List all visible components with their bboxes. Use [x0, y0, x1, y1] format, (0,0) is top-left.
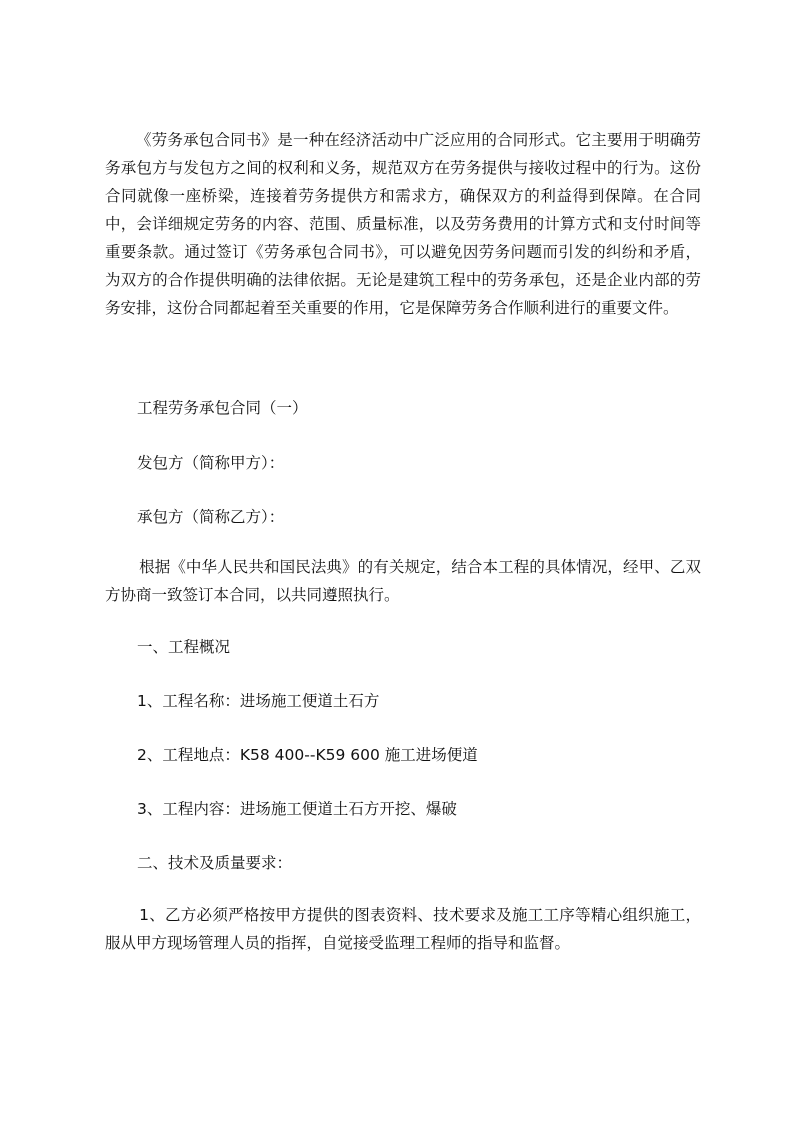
- section-1-item-1: 1、工程名称：进场施工便道土石方: [137, 692, 380, 710]
- intro-paragraph: 《劳务承包合同书》是一种在经济活动中广泛应用的合同形式。它主要用于明确劳务承包方与发包方之间的权利和义务，规范双方在劳务提供与接收过程中的行为。这份合同就像一座桥梁，连接着劳务提供方和需求方，确保双方的利益得到保障。在合同中，会详细规定劳务的内容、范围、质量标准，以及劳务费用的计算方式和支付时间等重要条款。通过签订《劳务承包合同书》，可以避免因劳务问题而引发的纠纷和矛盾，为双方的合作提供明确的法律依据。无论是建筑工程中的劳务承包，还是企业内部的劳务安排，这份合同都起着至关重要的作用，它是保障劳务合作顺利进行的重要文件。: [105, 131, 701, 317]
- party-b-line: 承包方（简称乙方）：: [137, 508, 285, 526]
- contract-title: 工程劳务承包合同（一）: [137, 399, 308, 417]
- section-1-item-2: 2、工程地点：K58 400--K59 600 施工进场便道: [137, 746, 478, 764]
- section-1-heading: 一、工程概况: [137, 638, 231, 656]
- preamble-paragraph: 根据《中华人民共和国民法典》的有关规定，结合本工程的具体情况，经甲、乙双方协商一致签订本合同，以共同遵照执行。: [105, 558, 701, 604]
- section-2-heading: 二、技术及质量要求：: [137, 854, 293, 872]
- section-2-item-1: 1、乙方必须严格按甲方提供的图表资料、技术要求及施工工序等精心组织施工，服从甲方现场管理人员的指挥，自觉接受监理工程师的指导和监督。: [105, 906, 701, 952]
- party-a-line: 发包方（简称甲方）：: [137, 454, 285, 472]
- section-1-item-3: 3、工程内容：进场施工便道土石方开挖、爆破: [137, 800, 457, 818]
